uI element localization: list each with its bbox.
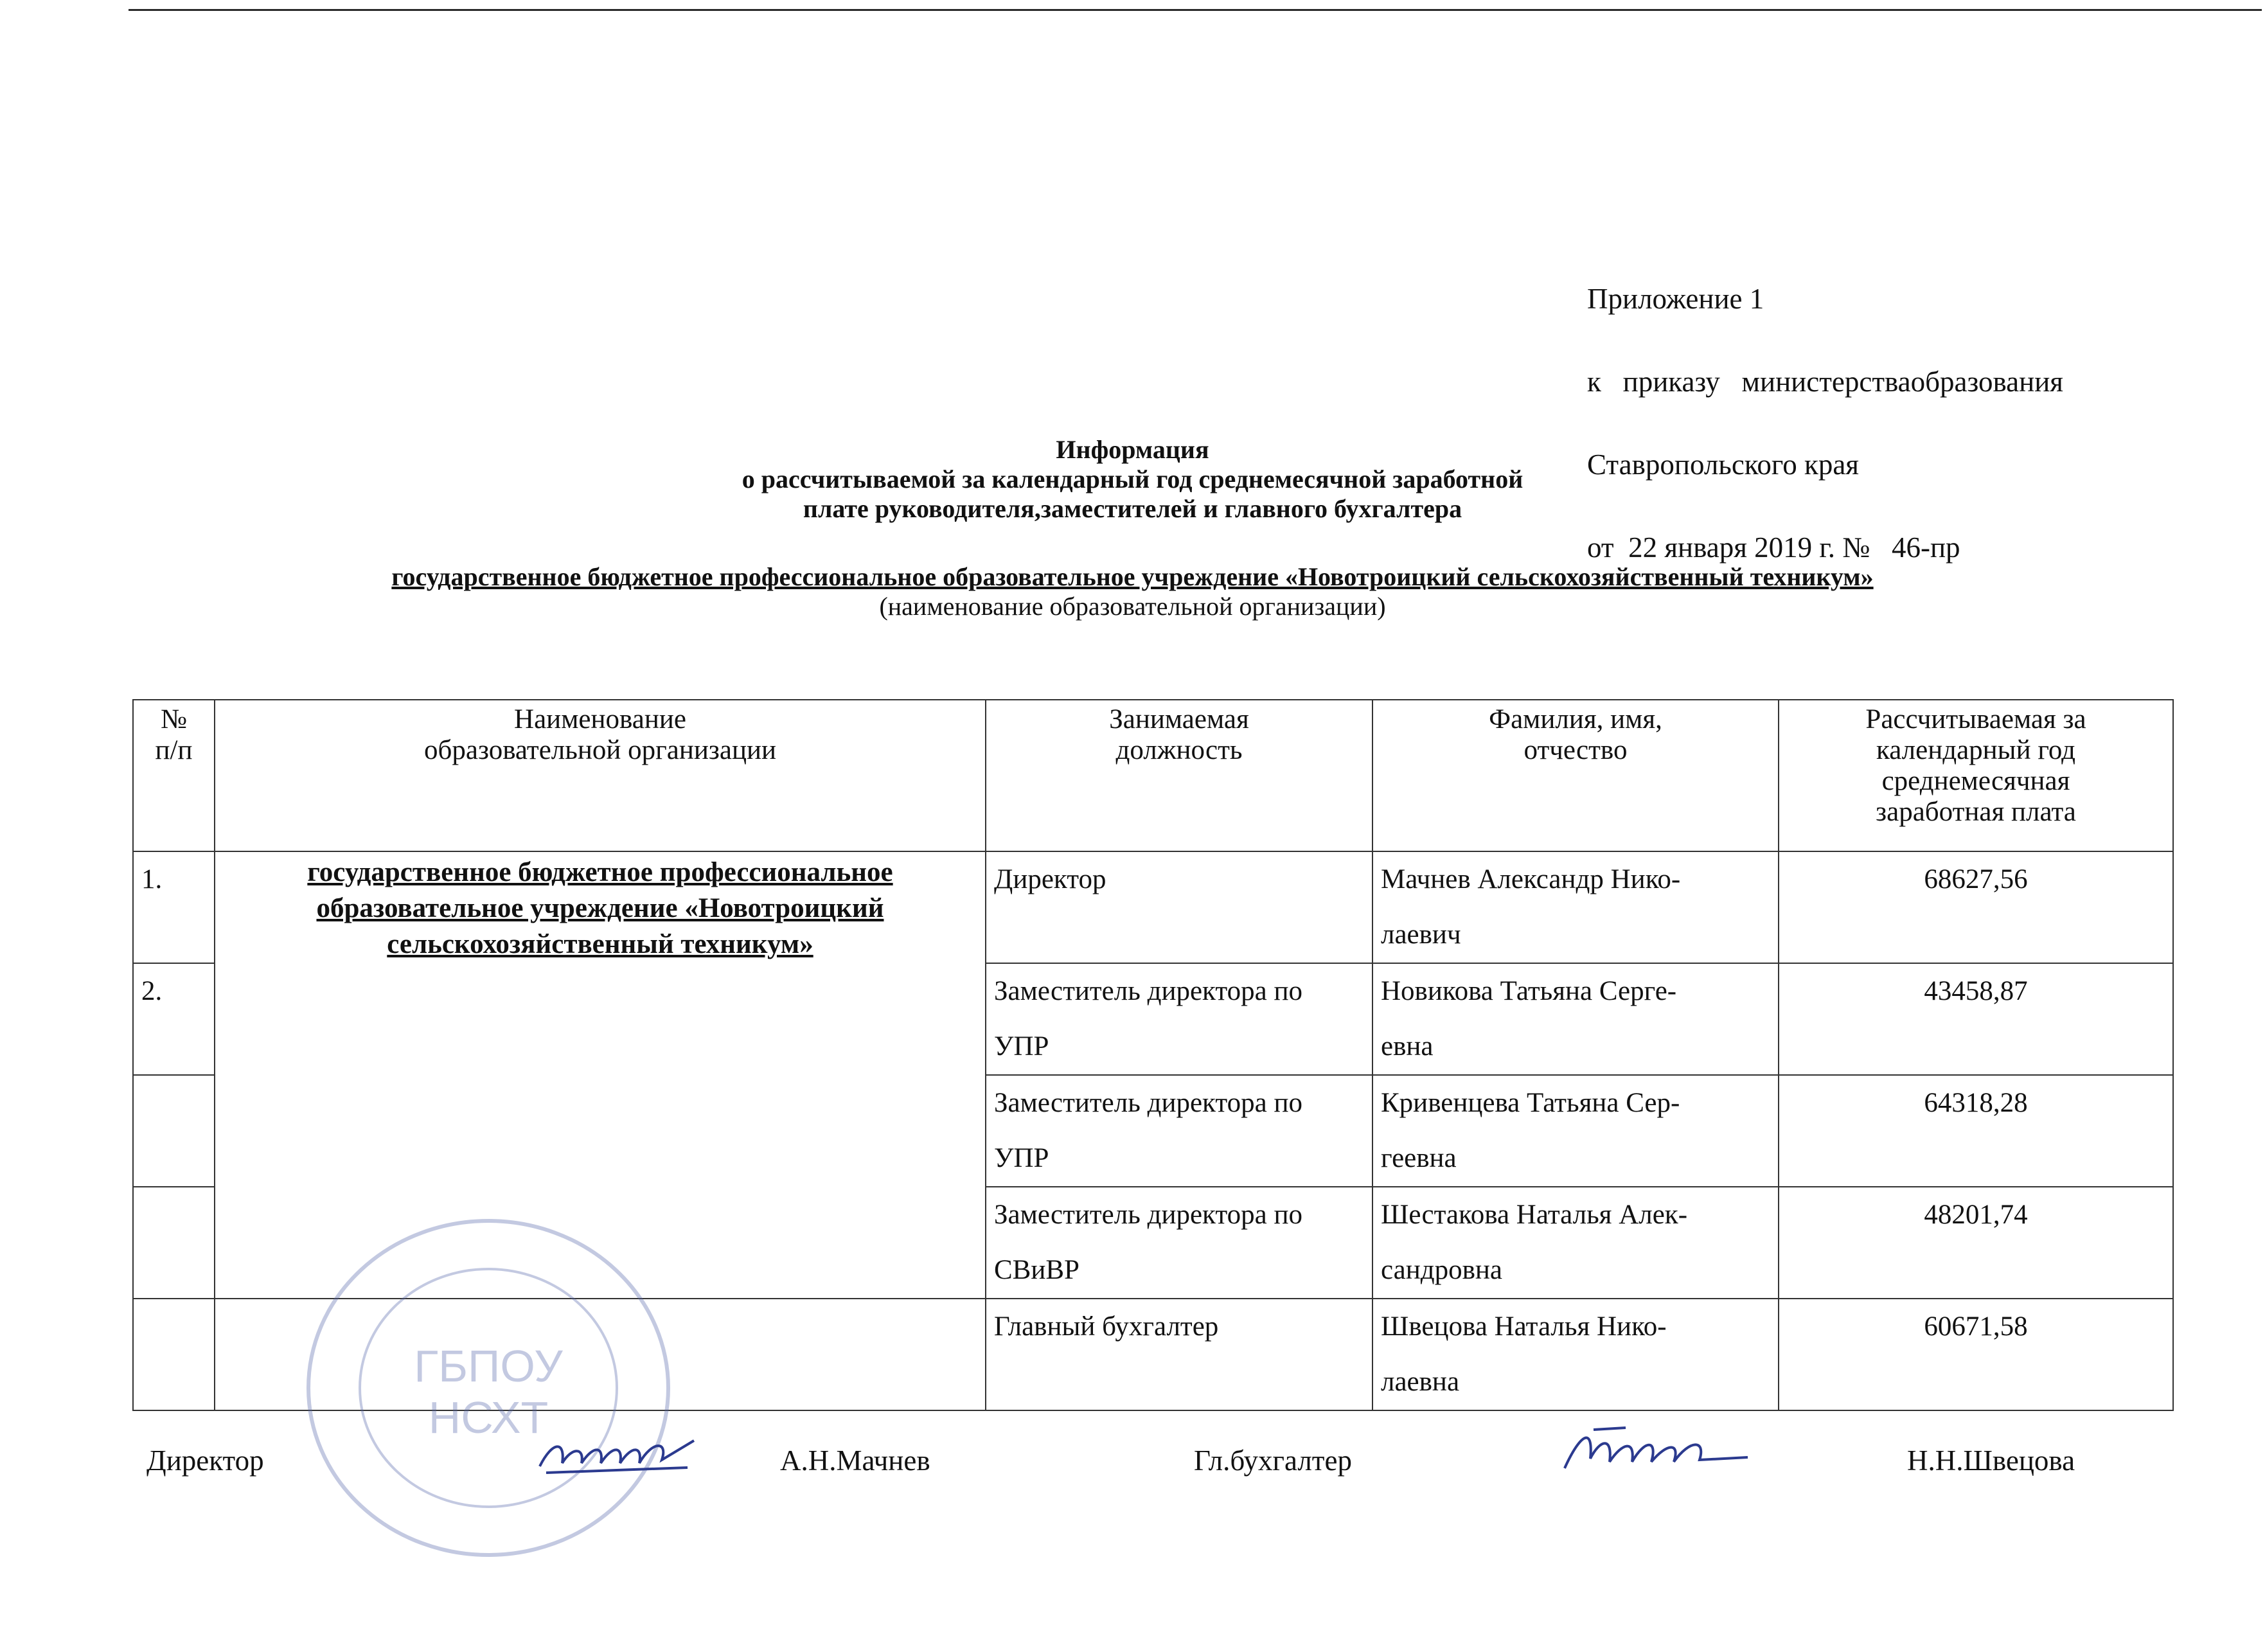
table-header-row [133,700,2173,851]
header-num: № п/п [133,700,215,851]
fio-cell: Новикова Татьяна Серге- евна [1372,963,1779,1075]
stamp-text-1: ГБПОУ [414,1341,563,1391]
scan-top-edge [129,9,2262,11]
header-org: Наименование образовательной организации [215,700,986,851]
fio-cell: Кривенцева Татьяна Сер- геевна [1372,1075,1779,1187]
salary-cell: 48201,74 [1779,1187,2173,1299]
position-cell: Заместитель директора по СВиВР [986,1187,1372,1299]
org-cell: государственное бюджетное профессиональное образовательное учреждение «Новотроицкий сельскохозяйственный техникум» [215,851,986,1299]
director-label: Директор [147,1444,264,1477]
position-cell: Заместитель директора по УПР [986,963,1372,1075]
fio-cell: Швецова Наталья Нико- лаевна [1372,1299,1779,1410]
appendix-line-3: Ставропольского края [1587,449,1859,481]
organization-name-text: государственное бюджетное профессиональное образовательное учреждение «Новотроицкий сельскохозяйственный техникум» [391,562,1874,591]
appendix-line-1: Приложение 1 [1587,283,1764,315]
row-number [133,1075,215,1187]
director-signature [533,1428,700,1486]
position-cell: Главный бухгалтер [986,1299,1372,1410]
organization-name [0,562,2265,592]
salary-cell: 43458,87 [1779,963,2173,1075]
fio-cell: Шестакова Наталья Алек- сандровна [1372,1187,1779,1299]
table-row [133,851,2173,963]
accountant-signature [1555,1420,1761,1484]
official-stamp [296,1208,681,1568]
appendix-block [1587,230,2063,589]
appendix-line-4: от 22 января 2019 г. № 46-пр [1587,531,1960,564]
row-number: 2. [133,963,215,1075]
salary-cell: 68627,56 [1779,851,2173,963]
director-name: А.Н.Мачнев [780,1444,930,1477]
position-cell: Заместитель директора по УПР [986,1075,1372,1187]
organization-caption: (наименование образовательной организации) [879,592,1386,621]
row-number: 1. [133,851,215,963]
header-name: Фамилия, имя, отчество [1372,700,1779,851]
row-number [133,1299,215,1410]
fio-cell: Мачнев Александр Нико- лаевич [1372,851,1779,963]
stamp-text-2: НСХТ [428,1392,549,1443]
header-position: Занимаемая должность [986,700,1372,851]
appendix-line-2: к приказу министерстваобразования [1587,366,2063,398]
salary-cell: 60671,58 [1779,1299,2173,1410]
document-subtitle-line-1: о рассчитываемой за календарный год среднемесячной заработной [742,465,1523,493]
position-cell: Директор [986,851,1372,963]
document-subtitle-line-2: плате руководителя,заместителей и главного бухгалтера [803,494,1462,523]
accountant-name: Н.Н.Швецова [1907,1444,2075,1477]
document-title: Информация [1056,435,1209,464]
salary-cell: 64318,28 [1779,1075,2173,1187]
row-number [133,1187,215,1299]
header-salary: Рассчитываемая за календарный год среднемесячная заработная плата [1779,700,2173,851]
accountant-label: Гл.бухгалтер [1194,1444,1352,1477]
